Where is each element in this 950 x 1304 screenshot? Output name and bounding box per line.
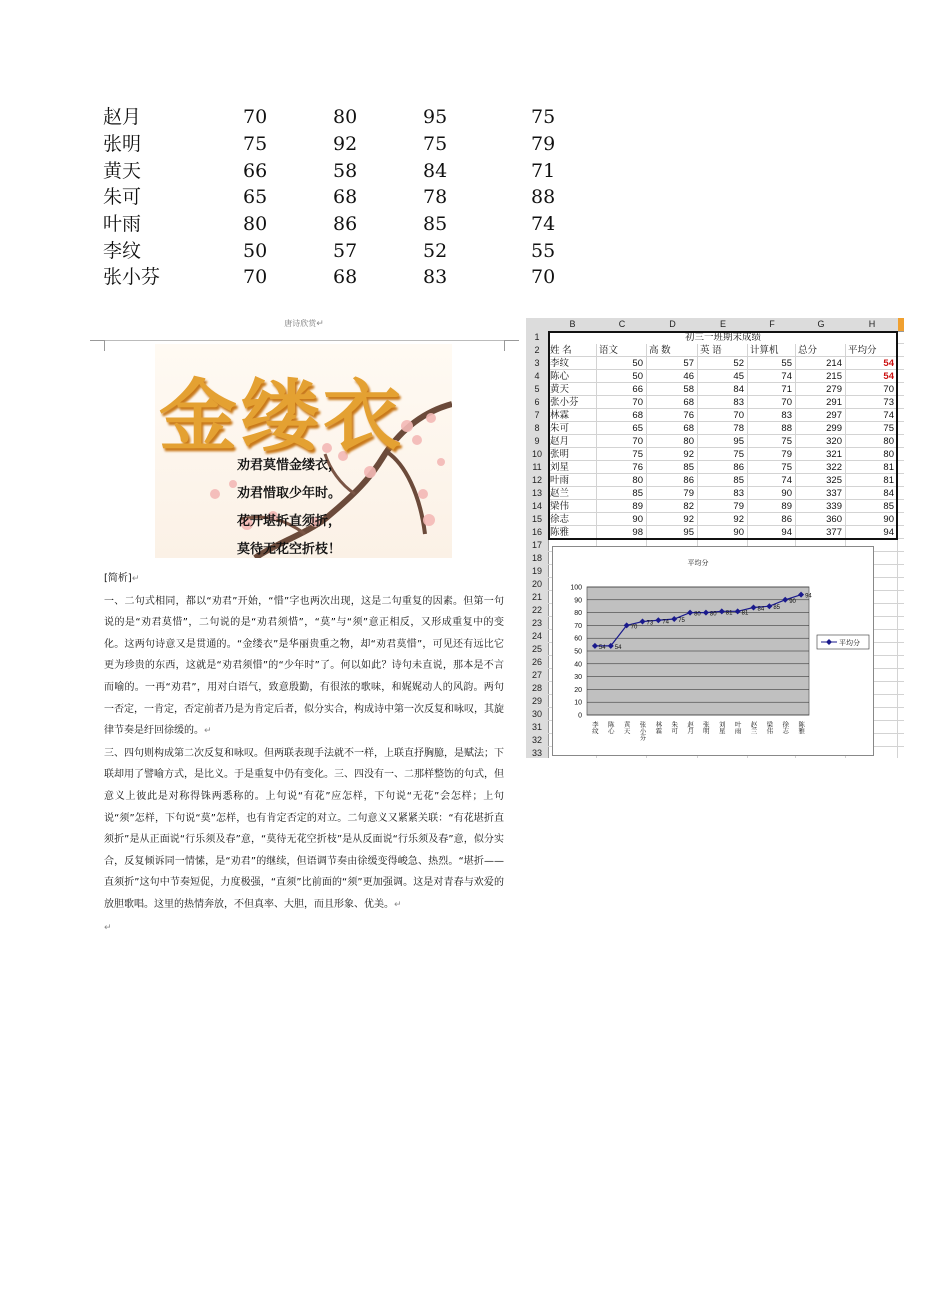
value-cell[interactable]: 214	[826, 358, 842, 369]
data-label: 80	[694, 611, 701, 618]
header-cell[interactable]: 总分	[798, 345, 818, 356]
y-tick-label: 70	[574, 622, 582, 630]
value-cell[interactable]: 89	[781, 501, 792, 512]
column-header[interactable]: F	[748, 318, 797, 332]
data-label: 75	[678, 618, 685, 624]
poem-line-4: 莫待无花空折枝！	[237, 542, 342, 557]
value-cell[interactable]: 98	[632, 527, 643, 538]
score-cell: 74	[531, 213, 556, 236]
score-cell: 58	[333, 159, 358, 182]
score-cell: 50	[243, 239, 268, 262]
student-name: 朱可	[103, 186, 142, 209]
name-cell[interactable]: 陈雅	[550, 527, 570, 538]
value-cell[interactable]: 83	[733, 488, 744, 499]
value-cell[interactable]: 76	[632, 462, 643, 473]
score-row	[103, 157, 591, 184]
data-label: 90	[789, 598, 796, 605]
value-cell[interactable]: 70	[632, 436, 643, 447]
value-cell[interactable]: 90	[733, 527, 744, 538]
paragraph-1: 一、二句式相同，都以“劝君”开始，“惜”字也两次出现，这是二句重复的因素。但第一句说的是“劝君莫惜”，二句说的是“劝君须惜”，“莫”与“须”意正相反，又形成重复中的变化。这两句诗意又是贯通的。“金缕衣”是华丽贵重之物，却“劝君莫惜”，可见还有远比它更为珍贵的东西，这就是“劝君须惜”的“少年时”了。何以如此？诗句未直说，那本是不言而喻的。一再“劝君”，用对白语气，致意殷勤，有很浓的歌味，和娓娓动人的风韵。两句一否定，一肯定，否定前者乃是为肯定后者，似分实合，构成诗中第一次反复和咏叹，其旋律节奏是纡回徐缓的。↵	[104, 595, 504, 737]
value-cell[interactable]: 75	[781, 462, 792, 473]
student-name: 叶雨	[103, 213, 142, 236]
value-cell[interactable]: 79	[733, 501, 744, 512]
select-all-corner[interactable]	[526, 318, 549, 332]
row-header[interactable]: 15	[526, 513, 549, 527]
row-header[interactable]: 9	[526, 435, 549, 449]
score-cell: 75	[531, 106, 556, 129]
value-cell[interactable]: 76	[683, 410, 694, 421]
value-cell[interactable]: 92	[733, 514, 744, 525]
value-cell[interactable]: 299	[826, 423, 842, 434]
value-cell[interactable]: 50	[632, 371, 643, 382]
row-header[interactable]: 7	[526, 409, 549, 423]
score-cell: 95	[423, 106, 448, 129]
spreadsheet[interactable]	[526, 318, 904, 758]
value-cell[interactable]: 50	[632, 358, 643, 369]
y-tick-label: 90	[574, 597, 582, 605]
column-header[interactable]: G	[796, 318, 847, 332]
value-cell[interactable]: 81	[883, 462, 894, 473]
data-label: 54	[598, 644, 606, 651]
value-cell[interactable]: 297	[826, 410, 842, 421]
name-cell[interactable]: 叶雨	[550, 475, 570, 486]
value-cell[interactable]: 95	[683, 527, 694, 538]
student-name: 张明	[103, 133, 142, 156]
row-header[interactable]: 18	[526, 552, 549, 566]
name-cell[interactable]: 林霖	[550, 410, 570, 421]
row-header[interactable]: 25	[526, 643, 549, 657]
row-header[interactable]: 1	[526, 331, 549, 345]
score-cell: 71	[531, 159, 556, 182]
value-cell[interactable]: 74	[781, 475, 792, 486]
sheet-title-cell[interactable]: 初三一班期末成绩	[548, 331, 898, 344]
x-tick-label: 陈心	[606, 721, 615, 734]
value-cell[interactable]: 68	[683, 397, 694, 408]
row-header[interactable]: 22	[526, 604, 549, 618]
y-tick-label: 40	[574, 661, 582, 669]
value-cell[interactable]: 88	[781, 423, 792, 434]
row-header[interactable]: 8	[526, 422, 549, 436]
value-cell[interactable]: 360	[826, 514, 842, 525]
data-label: 81	[741, 610, 749, 617]
row-header[interactable]: 4	[526, 370, 549, 384]
value-cell[interactable]: 81	[883, 475, 894, 486]
score-cell: 70	[243, 106, 268, 129]
score-cell: 57	[333, 239, 358, 262]
y-tick-label: 80	[574, 610, 582, 618]
value-cell[interactable]: 337	[826, 488, 842, 499]
x-tick-label: 林霖	[654, 721, 663, 734]
value-cell[interactable]: 291	[826, 397, 842, 408]
x-tick-label: 徐志	[781, 721, 790, 734]
value-cell[interactable]: 79	[781, 449, 792, 460]
value-cell[interactable]: 80	[883, 449, 894, 460]
poem-line-2: 劝君惜取少年时。	[237, 486, 342, 501]
value-cell[interactable]: 70	[883, 384, 894, 395]
score-row	[103, 237, 591, 264]
score-cell: 70	[243, 266, 268, 289]
value-cell[interactable]: 54	[883, 371, 894, 382]
student-name: 黄天	[103, 159, 142, 182]
row-header[interactable]: 23	[526, 617, 549, 631]
value-cell[interactable]: 90	[883, 514, 894, 525]
value-cell[interactable]: 70	[733, 410, 744, 421]
value-cell[interactable]: 321	[826, 449, 842, 460]
row-header[interactable]: 11	[526, 461, 549, 475]
data-label: 80	[709, 611, 717, 618]
value-cell[interactable]: 71	[781, 384, 792, 395]
data-label: 85	[773, 605, 781, 612]
row-header[interactable]: 14	[526, 500, 549, 514]
name-cell[interactable]: 赵兰	[550, 488, 570, 499]
x-tick-label: 刘星	[717, 721, 726, 734]
value-cell[interactable]: 89	[632, 501, 643, 512]
row-header[interactable]: 24	[526, 630, 549, 644]
value-cell[interactable]: 58	[683, 384, 694, 395]
column-header-next[interactable]	[898, 318, 904, 332]
data-label: 84	[757, 606, 765, 613]
score-cell: 75	[423, 133, 448, 156]
score-cell: 92	[333, 133, 358, 156]
column-header[interactable]: B	[548, 318, 598, 332]
x-tick-label: 陈雅	[797, 721, 806, 734]
row-header[interactable]: 13	[526, 487, 549, 501]
paragraph-2: 三、四句则构成第二次反复和咏叹。但两联表现手法就不一样，上联直抒胸臆，是赋法；下联却用了譬喻方式，是比义。于是重复中仍有变化。三、四没有一、二那样整饬的句式，但意义上彼此是对称得铢两悉称的。上句说“有花”应怎样，下句说“无花”会怎样；上句说“须”怎样，下句说“莫”怎样，也有肯定否定的对立。二句意义又紧紧关联：“有花堪折直须折”是从正面说“行乐须及春”意，“莫待无花空折枝”是从反面说“行乐须及春”意，似分实合，反复倾诉同一情愫，是“劝君”的继续，但语调节奏由徐缓变得峻急、热烈。“堪折——直须折”这句中节奏短促，力度极强，“直须”比前面的“须”更加强调。这是对青春与欢爱的放胆歌唱。这里的热情奔放，不但真率、大胆，而且形象、优美。↵	[104, 747, 504, 910]
value-cell[interactable]: 55	[781, 358, 792, 369]
value-cell[interactable]: 85	[733, 475, 744, 486]
row-header[interactable]: 27	[526, 669, 549, 683]
name-cell[interactable]: 张小芬	[550, 397, 579, 408]
row-header[interactable]: 29	[526, 695, 549, 709]
poem-title: 金缕衣	[159, 371, 406, 462]
value-cell[interactable]: 65	[632, 423, 643, 434]
row-header[interactable]: 26	[526, 656, 549, 670]
value-cell[interactable]: 83	[733, 397, 744, 408]
name-cell[interactable]: 刘星	[550, 462, 570, 473]
row-header[interactable]: 33	[526, 747, 549, 758]
score-row	[103, 104, 591, 131]
section-label: [简析]↵	[104, 573, 140, 584]
header-cell[interactable]: 平均分	[848, 345, 877, 356]
value-cell[interactable]: 92	[683, 514, 694, 525]
value-cell[interactable]: 325	[826, 475, 842, 486]
poem-line-3: 花开堪折直须折，	[237, 514, 342, 529]
value-cell[interactable]: 322	[826, 462, 842, 473]
student-name: 李纹	[103, 239, 142, 262]
value-cell[interactable]: 73	[883, 397, 894, 408]
poem-illustration	[155, 344, 452, 558]
score-cell: 75	[243, 133, 268, 156]
header-cell[interactable]: 高 数	[649, 345, 671, 356]
row-header[interactable]: 5	[526, 383, 549, 397]
row-header[interactable]: 12	[526, 474, 549, 488]
score-cell: 68	[333, 186, 358, 209]
name-cell[interactable]: 赵月	[550, 436, 570, 447]
data-range-border	[548, 331, 898, 540]
data-label: 81	[725, 610, 733, 617]
value-cell[interactable]: 74	[781, 371, 792, 382]
value-cell[interactable]: 82	[683, 501, 694, 512]
row-header[interactable]: 20	[526, 578, 549, 592]
value-cell[interactable]: 80	[683, 436, 694, 447]
name-cell[interactable]: 陈心	[550, 371, 570, 382]
row-header[interactable]: 10	[526, 448, 549, 462]
value-cell[interactable]: 86	[733, 462, 744, 473]
row-header[interactable]: 31	[526, 721, 549, 735]
student-name: 张小芬	[103, 266, 161, 289]
x-tick-label: 李纹	[590, 721, 599, 734]
score-cell: 79	[531, 133, 556, 156]
value-cell[interactable]: 377	[826, 527, 842, 538]
score-row	[103, 184, 591, 211]
value-cell[interactable]: 94	[883, 527, 894, 538]
data-label: 74	[662, 619, 670, 626]
name-cell[interactable]: 黄天	[550, 384, 570, 395]
row-header[interactable]: 17	[526, 539, 549, 553]
score-cell: 85	[423, 213, 448, 236]
value-cell[interactable]: 85	[632, 488, 643, 499]
row-header[interactable]: 6	[526, 396, 549, 410]
value-cell[interactable]: 86	[683, 475, 694, 486]
page-header: 唐诗欣赏↵	[104, 318, 504, 341]
column-header[interactable]: E	[698, 318, 749, 332]
score-cell: 80	[333, 106, 358, 129]
score-cell: 52	[423, 239, 448, 262]
x-tick-label: 张小芬	[638, 721, 647, 741]
y-tick-label: 20	[574, 686, 582, 694]
name-cell[interactable]: 朱可	[550, 423, 570, 434]
score-cell: 84	[423, 159, 448, 182]
average-score-chart[interactable]	[552, 546, 874, 756]
y-tick-label: 0	[578, 712, 582, 720]
row-header[interactable]: 3	[526, 357, 549, 371]
data-label: 94	[805, 593, 812, 600]
data-label: 73	[646, 620, 654, 627]
value-cell[interactable]: 90	[781, 488, 792, 499]
value-cell[interactable]: 46	[683, 371, 694, 382]
y-tick-label: 50	[574, 648, 582, 656]
value-cell[interactable]: 75	[781, 436, 792, 447]
y-tick-label: 100	[570, 584, 582, 592]
y-tick-label: 30	[574, 674, 582, 682]
value-cell[interactable]: 85	[683, 462, 694, 473]
top-score-table	[103, 104, 591, 291]
y-tick-label: 10	[574, 699, 582, 707]
name-cell[interactable]: 梁伟	[550, 501, 570, 512]
header-cell[interactable]: 姓 名	[550, 345, 572, 356]
header-cell[interactable]: 语文	[599, 345, 619, 356]
value-cell[interactable]: 68	[683, 423, 694, 434]
value-cell[interactable]: 75	[883, 423, 894, 434]
value-cell[interactable]: 52	[733, 358, 744, 369]
column-header[interactable]: D	[647, 318, 699, 332]
score-cell: 78	[423, 186, 448, 209]
value-cell[interactable]: 70	[781, 397, 792, 408]
value-cell[interactable]: 86	[781, 514, 792, 525]
row-header[interactable]: 16	[526, 526, 549, 540]
x-tick-label: 黄天	[622, 721, 631, 734]
name-cell[interactable]: 张明	[550, 449, 570, 460]
row-header[interactable]: 32	[526, 734, 549, 748]
chart-canvas	[553, 547, 873, 755]
score-cell: 66	[243, 159, 268, 182]
value-cell[interactable]: 92	[683, 449, 694, 460]
column-header[interactable]: C	[597, 318, 648, 332]
value-cell[interactable]: 83	[781, 410, 792, 421]
value-cell[interactable]: 54	[883, 358, 894, 369]
value-cell[interactable]: 215	[826, 371, 842, 382]
value-cell[interactable]: 66	[632, 384, 643, 395]
row-header[interactable]: 28	[526, 682, 549, 696]
analysis-text	[104, 568, 504, 939]
margin-corner-left	[90, 340, 105, 351]
score-cell: 55	[531, 239, 556, 262]
value-cell[interactable]: 85	[883, 501, 894, 512]
student-name: 赵月	[103, 106, 142, 129]
value-cell[interactable]: 90	[632, 514, 643, 525]
value-cell[interactable]: 75	[632, 449, 643, 460]
value-cell[interactable]: 84	[883, 488, 894, 499]
value-cell[interactable]: 320	[826, 436, 842, 447]
score-cell: 88	[531, 186, 556, 209]
data-label: 54	[614, 644, 622, 651]
column-header[interactable]: H	[846, 318, 899, 332]
value-cell[interactable]: 70	[632, 397, 643, 408]
row-header[interactable]: 21	[526, 591, 549, 605]
x-tick-label: 赵兰	[749, 721, 758, 734]
value-cell[interactable]: 68	[632, 410, 643, 421]
name-cell[interactable]: 李纹	[550, 358, 570, 369]
value-cell[interactable]: 94	[781, 527, 792, 538]
score-row	[103, 131, 591, 158]
value-cell[interactable]: 57	[683, 358, 694, 369]
name-cell[interactable]: 徐志	[550, 514, 570, 525]
row-header[interactable]: 19	[526, 565, 549, 579]
score-cell: 86	[333, 213, 358, 236]
empty-paragraph: ↵	[104, 922, 112, 933]
score-cell: 65	[243, 186, 268, 209]
score-cell: 70	[531, 266, 556, 289]
header-cell[interactable]: 计算机	[750, 345, 779, 356]
margin-corner-right	[504, 340, 519, 351]
score-cell: 80	[243, 213, 268, 236]
x-tick-label: 叶雨	[733, 721, 742, 734]
x-tick-label: 梁伟	[765, 721, 774, 734]
x-tick-label: 赵月	[686, 721, 695, 734]
value-cell[interactable]: 80	[883, 436, 894, 447]
value-cell[interactable]: 75	[733, 449, 744, 460]
value-cell[interactable]: 80	[632, 475, 643, 486]
value-cell[interactable]: 339	[826, 501, 842, 512]
poem-line-1: 劝君莫惜金缕衣，	[237, 458, 342, 473]
data-label: 70	[630, 624, 638, 631]
score-cell: 68	[333, 266, 358, 289]
row-header[interactable]: 30	[526, 708, 549, 722]
row-header[interactable]: 2	[526, 344, 549, 358]
score-cell: 83	[423, 266, 448, 289]
value-cell[interactable]: 78	[733, 423, 744, 434]
chart-title: 平均分	[687, 560, 709, 567]
value-cell[interactable]: 95	[733, 436, 744, 447]
value-cell[interactable]: 79	[683, 488, 694, 499]
x-tick-label: 朱可	[670, 721, 679, 734]
score-row	[103, 264, 591, 291]
value-cell[interactable]: 279	[826, 384, 842, 395]
y-tick-label: 60	[574, 635, 582, 643]
score-row	[103, 211, 591, 238]
value-cell[interactable]: 74	[883, 410, 894, 421]
value-cell[interactable]: 84	[733, 384, 744, 395]
header-cell[interactable]: 英 语	[700, 345, 722, 356]
legend-label: 平均分	[839, 639, 860, 647]
x-tick-label: 张明	[701, 721, 710, 734]
value-cell[interactable]: 45	[733, 371, 744, 382]
